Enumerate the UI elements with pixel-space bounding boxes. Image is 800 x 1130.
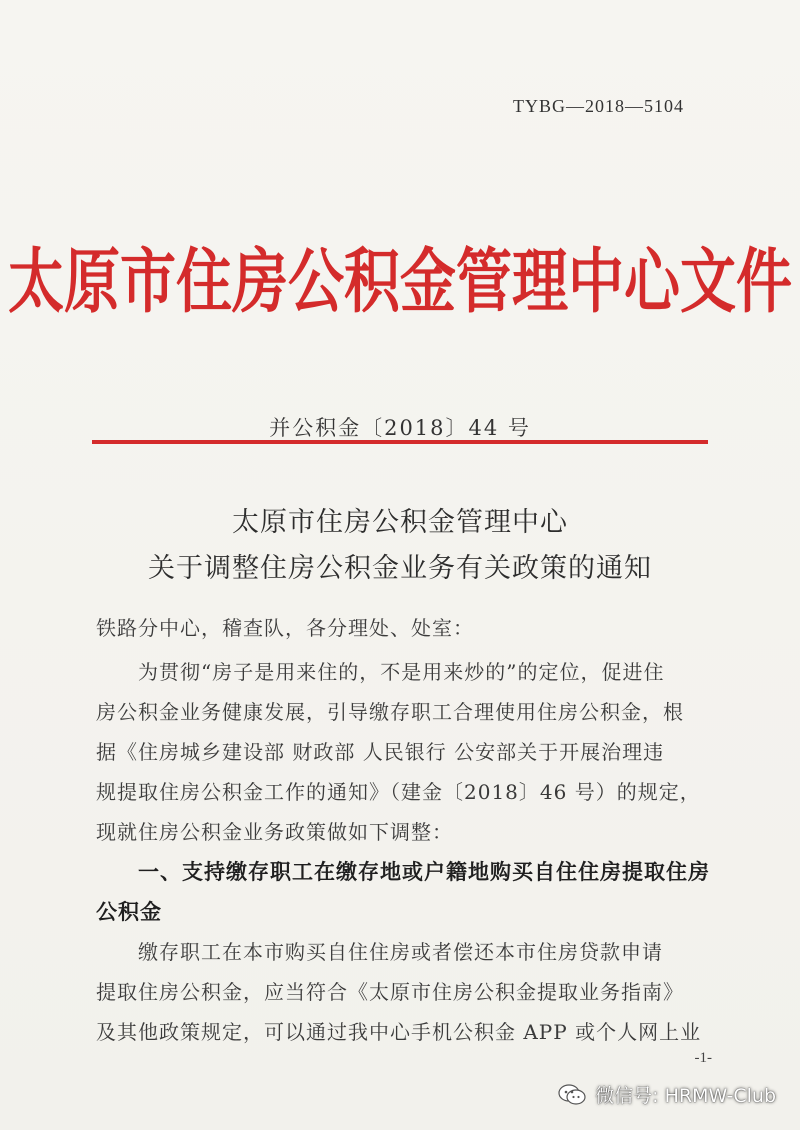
watermark (557, 1081, 776, 1108)
document-code: TYBG—2018—5104 (513, 96, 684, 116)
body-line: 据《住房城乡建设部 财政部 人民银行 公安部关于开展治理违 (96, 740, 665, 764)
document-number: 并公积金〔2018〕44 号 (269, 416, 531, 440)
red-divider (92, 440, 708, 444)
page-number: -1- (694, 1050, 712, 1066)
body-line: 现就住房公积金业务政策做如下调整： (96, 820, 453, 844)
body-line: 缴存职工在本市购买自住住房或者偿还本市住房贷款申请 (138, 940, 663, 964)
notice-title-line2: 关于调整住房公积金业务有关政策的通知 (148, 553, 652, 584)
body-line: 为贯彻“房子是用来住的，不是用来炒的”的定位，促进住 (138, 660, 665, 684)
body-line: 规提取住房公积金工作的通知》（建金〔2018〕46 号）的规定， (96, 780, 701, 804)
watermark-text: 微信号: HRMW-Club (595, 1085, 776, 1107)
body-line: 及其他政策规定，可以通过我中心手机公积金 APP 或个人网上业 (96, 1020, 702, 1044)
section-heading-line: 公积金 (96, 900, 162, 924)
body-line: 房公积金业务健康发展，引导缴存职工合理使用住房公积金，根 (96, 700, 684, 724)
wechat-icon (557, 1082, 587, 1108)
section-heading-line: 一、支持缴存职工在缴存地或户籍地购买自住住房提取住房 (138, 860, 710, 884)
notice-title-line1: 太原市住房公积金管理中心 (232, 507, 568, 538)
letterhead-title: 太原市住房公积金管理中心文件 (8, 241, 792, 323)
body-line: 提取住房公积金，应当符合《太原市住房公积金提取业务指南》 (96, 980, 684, 1004)
addressee-line: 铁路分中心，稽查队，各分理处、处室： (96, 616, 474, 640)
